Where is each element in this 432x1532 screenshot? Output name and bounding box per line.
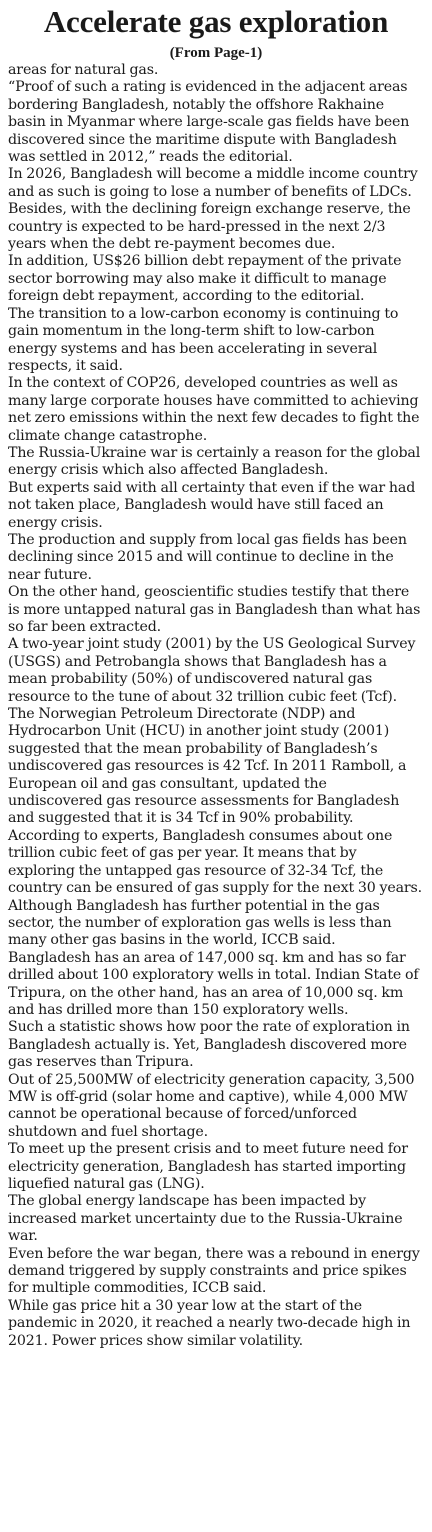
- article-paragraph: Out of 25,500MW of electricity generation capacity, 3,500 MW is off-grid (solar home and captive), while 4,000 MW cannot be operational because of forced/unforced shutdown and fuel shortage.: [8, 1071, 415, 1140]
- article-paragraph: Bangladesh has an area of 147,000 sq. km and has so far drilled about 100 exploratory wells in total. Indian State of Tripura, on the other hand, has an area of 10,000 sq. km and has drilled more than 150 exploratory wells.: [8, 949, 419, 1018]
- article-paragraph: The production and supply from local gas fields has been declining since 2015 and will continue to decline in the near future.: [8, 531, 407, 583]
- article-paragraph: Besides, with the declining foreign exchange reserve, the country is expected to be hard-pressed in the next 2/3 years when the debt re-payment becomes due.: [8, 201, 411, 253]
- article-headline: Accelerate gas exploration: [43, 4, 389, 39]
- article-paragraph: In the context of COP26, developed countries as well as many large corporate houses have committed to achieving net zero emissions within the next few decades to fight the climate change catastrophe.: [8, 375, 420, 444]
- article-paragraph: The Norwegian Petroleum Directorate (NDP) and Hydrocarbon Unit (HCU) in another joint study (2001) suggested that the mean probability of Bangladesh’s undiscovered gas resources is 42 Tcf. In 2011 Ramboll, a European oil and gas consultant, updated the undiscovered gas resource assessments for Bangladesh and suggested that it is 34 Tcf in 90% probability.: [8, 706, 407, 827]
- article-paragraph: “Proof of such a rating is evidenced in the adjacent areas bordering Bangladesh, notably the offshore Rakhaine basin in Myanmar where large-scale gas fields have been discovered since the maritime dispute with Bangladesh was settled in 2012,” reads the editorial.: [8, 79, 410, 166]
- article-paragraph: Although Bangladesh has further potential in the gas sector, the number of exploration gas wells is less than many other gas basins in the world, ICCB said.: [8, 897, 392, 949]
- article-paragraph: But experts said with all certainty that even if the war had not taken place, Bangladesh would have still faced an energy crisis.: [8, 479, 416, 531]
- article-paragraph: areas for natural gas.: [8, 62, 159, 78]
- article-paragraph: A two-year joint study (2001) by the US Geological Survey (USGS) and Petrobangla shows that Bangladesh has a mean probability (50%) of undiscovered natural gas resource to the tune of about 32 trillion cubic feet (Tcf).: [8, 636, 416, 705]
- article-paragraph: The Russia-Ukraine war is certainly a reason for the global energy crisis which also affected Bangladesh.: [8, 444, 421, 479]
- article-paragraph: The transition to a low-carbon economy is continuing to gain momentum in the long-term shift to low-carbon energy systems and has been accelerating in several respects, it said.: [8, 305, 399, 374]
- article-paragraph: In 2026, Bangladesh will become a middle income country and as such is going to lose a number of benefits of LDCs.: [8, 166, 418, 200]
- article-paragraph: In addition, US$26 billion debt repayment of the private sector borrowing may also make it difficult to manage foreign debt repayment, according to the editorial.: [8, 253, 402, 305]
- article-paragraph: Such a statistic shows how poor the rate of exploration in Bangladesh actually is. Yet, Bangladesh discovered more gas reserves than Tripura.: [8, 1019, 410, 1071]
- article-paragraph: According to experts, Bangladesh consumes about one trillion cubic feet of gas per year. It means that by exploring the untapped gas resource of 32-34 Tcf, the country can be ensured of gas supply for the next 30 years.: [8, 827, 423, 897]
- article-paragraph: The global energy landscape has been impacted by increased market uncertainty due to the Russia-Ukraine war.: [8, 1193, 403, 1245]
- article-paragraph: On the other hand, geoscientific studies testify that there is more untapped natural gas in Bangladesh than what has so far been extracted.: [8, 584, 421, 635]
- article-paragraph: To meet up the present crisis and to meet future need for electricity generation, Bangladesh has started importing liquefied natural gas (LNG).: [8, 1141, 408, 1192]
- article-paragraph: Even before the war began, there was a rebound in energy demand triggered by supply constraints and price spikes for multiple commodities, ICCB said.: [8, 1245, 420, 1297]
- article-paragraph: While gas price hit a 30 year low at the start of the pandemic in 2020, it reached a nearly two-decade high in 2021. Power prices show similar volatility.: [8, 1297, 411, 1349]
- article-body: [8, 62, 424, 1350]
- continuation-note: (From Page-1): [169, 45, 263, 61]
